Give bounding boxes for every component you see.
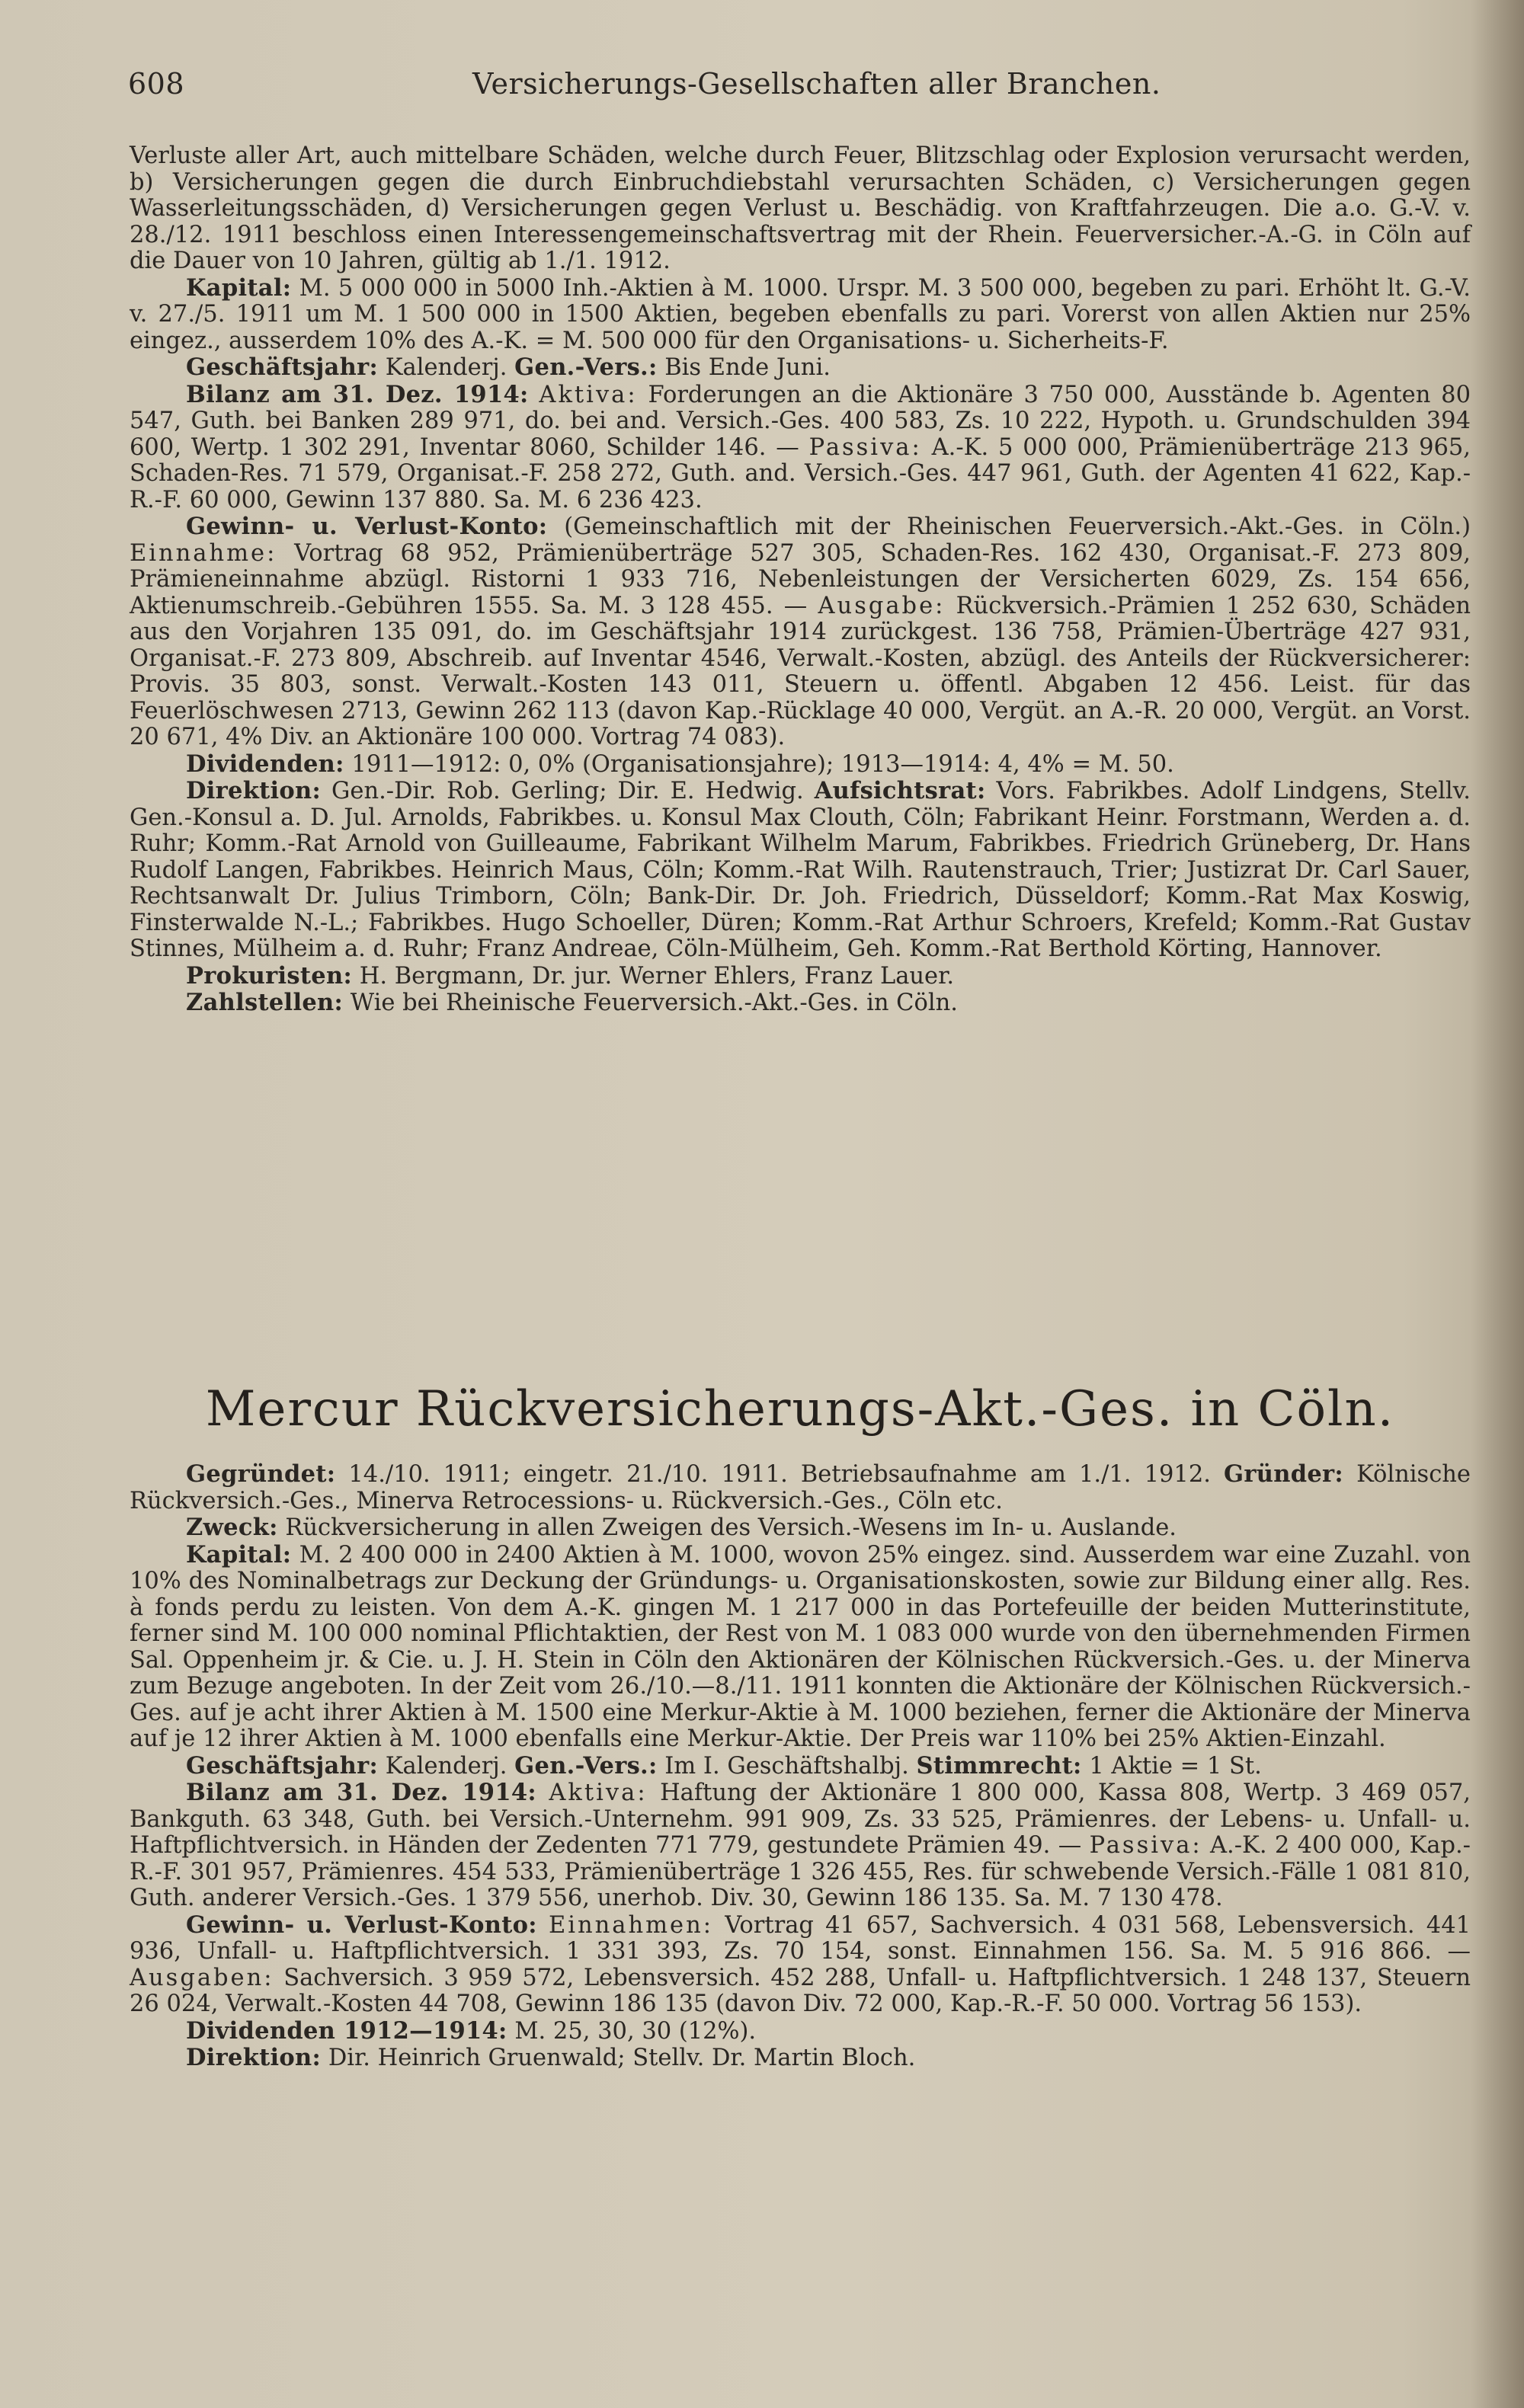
genvers-text: Im I. Geschäftshalbj.: [664, 1752, 909, 1780]
guv-paragraph: [130, 513, 1471, 751]
direktion-text: Gen.-Dir. Rob. Gerling; Dir. E. Hedwig.: [331, 778, 804, 804]
direktion-paragraph-mercur: [130, 2045, 1471, 2072]
guv-label: Gewinn- u. Verlust-Konto:: [186, 513, 548, 540]
geschaeftsjahr-label: Geschäftsjahr:: [186, 353, 379, 381]
dividenden-paragraph: [130, 751, 1471, 779]
page-header: [128, 67, 1469, 113]
direktion-text: Dir. Heinrich Gruenwald; Stellv. Dr. Martin Bloch.: [328, 2045, 916, 2071]
guv-einnahme-label: Einnahme:: [130, 539, 277, 567]
bilanz-aktiva-text: Forderungen an die Aktionäre 3 750 000, Ausstände b. Agenten 80 547, Guth. bei Banken 289 971, do. bei and. Versich.-Ges. 400 583, Zs. 10 222, Hypoth. u. Grundschulden 394 600, Wertp. 1 302 291, Inventar 8060, Schilder 146. —: [130, 381, 1471, 461]
section-rheinische-continued: [130, 143, 1471, 1017]
direktion-label: Direktion:: [186, 2044, 322, 2071]
kapital-label: Kapital:: [186, 1540, 292, 1569]
genvers-text: Bis Ende Juni.: [664, 354, 831, 381]
guv-einnahmen-label: Einnahmen:: [549, 1911, 714, 1939]
kapital-text: M. 2 400 000 in 2400 Aktien à M. 1000, wovon 25% eingez. sind. Ausserdem war eine Zuzahl. von 10% des Nominalbetrags zur Deckung der Gründungs- u. Organisationskosten, sowie zur Bildung einer allg. Res. à fonds perdu zu leisten. Von dem A.-K. gingen M. 1 217 000 in das Portefeuille der beiden Mutterinstitute, ferner sind M. 100 000 nominal Pflichtaktien, der Rest von M. 1 083 000 wurde von den übernehmenden Firmen Sal. Oppenheim jr. & Cie. u. J. H. Stein in Cöln den Aktionären der Kölnischen Rückversich.-Ges. u. der Minerva zum Bezuge angeboten. In der Zeit vom 26./10.—8./11. 1911 konnten die Aktionäre der Kölnischen Rückversich.-Ges. auf je acht ihrer Aktien à M. 1500 eine Merkur-Aktie à M. 1000 beziehen, ferner die Aktionäre der Minerva auf je 12 ihrer Aktien à M. 1000 ebenfalls eine Merkur-Aktie. Der Preis war 110% bei 25% Aktien-Einzahl.: [130, 1541, 1471, 1752]
guv-paragraph-mercur: [130, 1912, 1471, 2018]
section-mercur: [130, 1461, 1471, 2072]
bilanz-passiva-label: Passiva:: [1089, 1832, 1202, 1859]
dividenden-text: M. 25, 30, 30 (12%).: [514, 2017, 757, 2045]
geschaeftsjahr-text: Kalenderj.: [385, 1752, 507, 1780]
bilanz-passiva-label: Passiva:: [808, 433, 922, 461]
geschaeftsjahr-paragraph: [130, 354, 1471, 382]
prokuristen-label: Prokuristen:: [186, 961, 353, 990]
zahlstellen-label: Zahlstellen:: [186, 989, 344, 1016]
zweck-label: Zweck:: [186, 1514, 278, 1541]
dividenden-label: Dividenden:: [186, 750, 344, 778]
bilanz-paragraph-mercur: [130, 1780, 1471, 1912]
guv-ausgaben-label: Ausgaben:: [130, 1964, 274, 1991]
zweck-paragraph: [130, 1514, 1471, 1542]
page-number: 608: [128, 67, 185, 101]
kapital-paragraph-mercur: [130, 1542, 1471, 1753]
geschaeftsjahr-label: Geschäftsjahr:: [186, 1751, 379, 1780]
guv-ausgabe-label: Ausgabe:: [818, 592, 946, 619]
direktion-label: Direktion:: [186, 777, 322, 804]
guv-einnahme-text: Vortrag 68 952, Prämienüberträge 527 305, Schaden-Res. 162 430, Organisat.-F. 273 809, Prämieneinnahme abzügl. Ristorni 1 933 716, Nebenleistungen der Versicherten 6029, Zs. 154 656, Aktienumschreib.-Gebühren 1555. Sa. M. 3 128 455. —: [130, 539, 1471, 619]
guv-intro: (Gemeinschaftlich mit der Rheinischen Feuerversich.-Akt.-Ges. in Cöln.): [564, 513, 1471, 540]
bilanz-paragraph: [130, 382, 1471, 514]
zahlstellen-paragraph: [130, 990, 1471, 1017]
zweck-text: Rückversicherung in allen Zweigen des Versich.-Wesens im In- u. Auslande.: [285, 1514, 1177, 1541]
bilanz-label: Bilanz am 31. Dez. 1914:: [186, 1779, 536, 1806]
prokuristen-text: H. Bergmann, Dr. jur. Werner Ehlers, Franz Lauer.: [359, 962, 955, 990]
direktion-paragraph: [130, 778, 1471, 963]
geschaeftsjahr-paragraph-mercur: [130, 1753, 1471, 1780]
dividenden-paragraph-mercur: [130, 2018, 1471, 2045]
bilanz-aktiva-text: Haftung der Aktionäre 1 800 000, Kassa 808, Wertp. 3 469 057, Bankguth. 63 348, Guth. bei Versich.-Unternehm. 991 909, Zs. 33 525, Prämienres. der Lebens- u. Unfall- u. Haftpflichtversich. in Händen der Zedenten 771 779, gestundete Prämien 49. —: [130, 1780, 1471, 1859]
gegruendet-text: 14./10. 1911; eingetr. 21./10. 1911. Betriebsaufnahme am 1./1. 1912.: [348, 1461, 1211, 1488]
prokuristen-paragraph: [130, 963, 1471, 990]
gegruendet-paragraph: [130, 1461, 1471, 1514]
intro-paragraph: Verluste aller Art, auch mittelbare Schäden, welche durch Feuer, Blitzschlag oder Explosion verursacht werden, b) Versicherungen gegen die durch Einbruchdiebstahl verursachten Schäden, c) Versicherungen gegen Wasserleitungsschäden, d) Versicherungen gegen Verlust u. Beschädig. von Kraftfahrzeugen. Die a.o. G.-V. v. 28./12. 1911 beschloss einen Interessengemeinschaftsvertrag mit der Rhein. Feuerversicher.-A.-G. in Cöln auf die Dauer von 10 Jahren, gültig ab 1./1. 1912.: [130, 142, 1471, 274]
stimmrecht-label: Stimmrecht:: [916, 1751, 1082, 1780]
bilanz-passiva-text: A.-K. 5 000 000, Prämienüberträge 213 965, Schaden-Res. 71 579, Organisat.-F. 258 272, Guth. and. Versich.-Ges. 447 961, Guth. der Agenten 41 622, Kap.-R.-F. 60 000, Gewinn 137 880. Sa. M. 6 236 423.: [130, 433, 1471, 513]
guv-ausgabe-text: Rückversich.-Prämien 1 252 630, Schäden aus den Vorjahren 135 091, do. im Geschäftsjahr 1914 zurückgest. 136 758, Prämien-Überträge 427 931, Organisat.-F. 273 809, Abschreib. auf Inventar 4546, Verwalt.-Kosten, abzügl. des Anteils der Rückversicherer: Provis. 35 803, sonst. Verwalt.-Kosten 143 011, Steuern u. öffentl. Abgaben 12 456. Leist. für das Feuerlöschwesen 2713, Gewinn 262 113 (davon Kap.-Rücklage 40 000, Vergüt. an A.-R. 20 000, Vergüt. an Vorst. 20 671, 4% Div. an Aktionäre 100 000. Vortrag 74 083).: [130, 592, 1471, 750]
geschaeftsjahr-text: Kalenderj.: [385, 354, 507, 381]
bilanz-label: Bilanz am 31. Dez. 1914:: [186, 380, 529, 408]
dividenden-label: Dividenden 1912—1914:: [186, 2016, 507, 2045]
gruender-label: Gründer:: [1224, 1460, 1343, 1488]
guv-label: Gewinn- u. Verlust-Konto:: [186, 1911, 537, 1939]
guv-ausgaben-text: Sachversich. 3 959 572, Lebensversich. 452 288, Unfall- u. Haftpflichtversich. 1 248 137, Steuern 26 024, Verwalt.-Kosten 44 708, Gewinn 186 135 (davon Div. 72 000, Kap.-R.-F. 50 000. Vortrag 56 153).: [130, 1964, 1471, 2017]
kapital-paragraph: [130, 275, 1471, 355]
genvers-label: Gen.-Vers.:: [514, 353, 658, 381]
dividenden-text: 1911—1912: 0, 0% (Organisationsjahre); 1913—1914: 4, 4% = M. 50.: [351, 750, 1174, 778]
page-edge-shadow: [1471, 0, 1524, 2408]
gruender-text: Kölnische Rückversich.-Ges., Minerva Retrocessions- u. Rückversich.-Ges., Cöln etc.: [130, 1461, 1471, 1514]
guv-einnahmen-text: Vortrag 41 657, Sachversich. 4 031 568, Lebensversich. 441 936, Unfall- u. Haftpflichtversich. 1 331 393, Zs. 70 154, sonst. Einnahmen 156. Sa. M. 5 916 866. —: [130, 1911, 1471, 1965]
running-title: Versicherungs-Gesellschaften aller Branchen.: [472, 67, 1161, 101]
stimmrecht-text: 1 Aktie = 1 St.: [1089, 1752, 1262, 1780]
genvers-label: Gen.-Vers.:: [514, 1751, 658, 1780]
kapital-text: M. 5 000 000 in 5000 Inh.-Aktien à M. 1000. Urspr. M. 3 500 000, begeben zu pari. Erhöht lt. G.-V. v. 27./5. 1911 um M. 1 500 000 in 1500 Aktien, begeben ebenfalls zu pari. Vorerst von allen Aktien nur 25% eingez., ausserdem 10% des A.-K. = M. 500 000 für den Organisations- u. Sicherheits-F.: [130, 274, 1471, 354]
zahlstellen-text: Wie bei Rheinische Feuerversich.-Akt.-Ges. in Cöln.: [350, 990, 958, 1016]
aufsichtsrat-label: Aufsichtsrat:: [814, 777, 986, 804]
bilanz-aktiva-label: Aktiva:: [549, 1780, 648, 1806]
bilanz-aktiva-label: Aktiva:: [539, 381, 638, 408]
gegruendet-label: Gegründet:: [186, 1460, 336, 1488]
bilanz-passiva-text: A.-K. 2 400 000, Kap.-R.-F. 301 957, Prämienres. 454 533, Prämienüberträge 1 326 455, Res. für schwebende Versich.-Fälle 1 081 810, Guth. anderer Versich.-Ges. 1 379 556, unerhob. Div. 30, Gewinn 186 135. Sa. M. 7 130 478.: [130, 1832, 1471, 1911]
aufsichtsrat-text: Vors. Fabrikbes. Adolf Lindgens, Stellv. Gen.-Konsul a. D. Jul. Arnolds, Fabrikbes. u. Konsul Max Clouth, Cöln; Fabrikant Heinr. Forstmann, Werden a. d. Ruhr; Komm.-Rat Arnold von Guilleaume, Fabrikant Wilhelm Marum, Fabrikbes. Friedrich Grüneberg, Dr. Hans Rudolf Langen, Fabrikbes. Heinrich Maus, Cöln; Komm.-Rat Wilh. Rautenstrauch, Trier; Justizrat Dr. Carl Sauer, Rechtsanwalt Dr. Julius Trimborn, Cöln; Bank-Dir. Dr. Joh. Friedrich, Düsseldorf; Komm.-Rat Max Koswig, Finsterwalde N.-L.; Fabrikbes. Hugo Schoeller, Düren; Komm.-Rat Arthur Schroers, Krefeld; Komm.-Rat Gustav Stinnes, Mülheim a. d. Ruhr; Franz Andreae, Cöln-Mülheim, Geh. Komm.-Rat Berthold Körting, Hannover.: [130, 778, 1471, 962]
kapital-label: Kapital:: [186, 273, 292, 302]
company-heading: Mercur Rückversicherungs-Akt.-Ges. in Cöln.: [205, 1381, 1395, 1437]
